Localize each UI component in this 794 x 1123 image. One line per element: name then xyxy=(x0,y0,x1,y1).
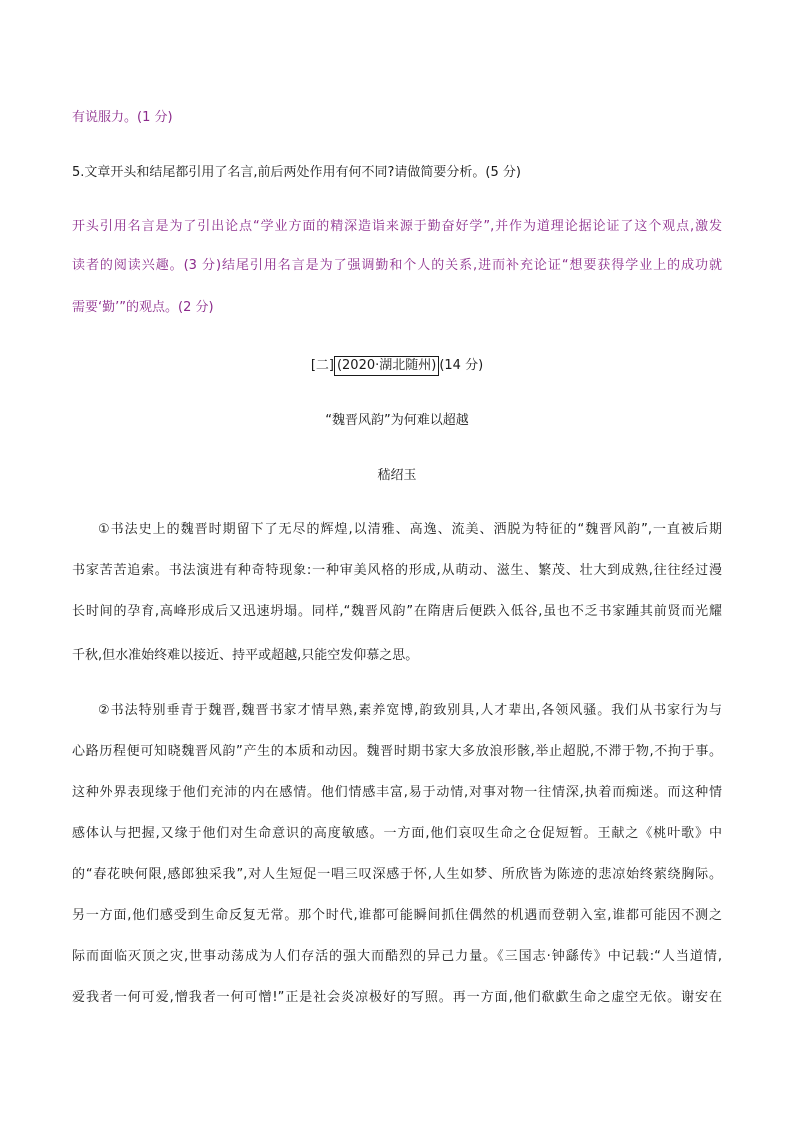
section-heading xyxy=(0,356,794,376)
para2-line-8: 爱我者一何可爱,憎我者一何可憎!”正是社会炎凉极好的写照。再一方面,他们欷歔生命之虚空无依。谢安在 xyxy=(72,990,722,1005)
para2-line-4: 感体认与把握,又缘于他们对生命意识的高度敏感。一方面,他们哀叹生命之仓促短暂。王献之《桃叶歌》中 xyxy=(72,826,722,841)
question-5: 5.文章开头和结尾都引用了名言,前后两处作用有何不同?请做简要分析。(5 分) xyxy=(72,165,521,180)
para1-line-4: 千秋,但水准始终难以接近、持平或超越,只能空发仰慕之思。 xyxy=(72,648,419,663)
para2-line-3: 这种外界表现缘于他们充沛的内在感情。他们情感丰富,易于动情,对事对物一往情深,执着而痴迷。而这种情 xyxy=(72,785,722,800)
para2-line-5: 的“春花映何限,感郎独采我”,对人生短促一唱三叹深感于怀,人生如梦、所欣皆为陈迹的悲凉始终萦绕胸际。 xyxy=(72,867,722,882)
para1-line-3: 长时间的孕育,高峰形成后又迅速坍塌。同样,“魏晋风韵”在隋唐后便跌入低谷,虽也不乏书家踵其前贤而光耀 xyxy=(72,604,722,619)
section-source-box: (2020·湖北随州) xyxy=(334,356,439,376)
previous-answer-tail: 有说服力。(1 分) xyxy=(72,110,173,125)
article-author: 嵇绍玉 xyxy=(377,468,417,483)
para2-line-7: 际而面临灭顶之灾,世事动荡成为人们存活的强大而酷烈的异己力量。《三国志·钟繇传》中记载:“人当道情, xyxy=(72,949,722,964)
section-score: (14 分) xyxy=(439,358,484,373)
para2-line-1: ②书法特别垂青于魏晋,魏晋书家才情早熟,素养宽博,韵致别具,人才辈出,各领风骚。我们从书家行为与 xyxy=(98,703,722,718)
article-title: “魏晋风韵”为何难以超越 xyxy=(325,413,469,428)
para1-line-2: 书家苦苦追索。书法演进有种奇特现象:一种审美风格的形成,从萌动、滋生、繁茂、壮大到成熟,往往经过漫 xyxy=(72,563,722,578)
para2-line-6: 另一方面,他们感受到生命反复无常。那个时代,谁都可能瞬间抓住偶然的机遇而登朝入室,谁都可能因不测之 xyxy=(72,908,722,923)
para2-line-2: 心路历程便可知晓魏晋风韵”产生的本质和动因。魏晋时期书家大多放浪形骸,举止超脱,不滞于物,不拘于事。 xyxy=(72,744,722,759)
para1-line-1: ①书法史上的魏晋时期留下了无尽的辉煌,以清雅、高逸、流美、洒脱为特征的“魏晋风韵”,一直被后期 xyxy=(98,522,722,537)
answer-5-line-3: 需要‘勤’”的观点。(2 分) xyxy=(72,300,214,315)
answer-5-line-1: 开头引用名言是为了引出论点“学业方面的精深造诣来源于勤奋好学”,并作为道理论据论证了这个观点,激发 xyxy=(72,219,722,234)
answer-5-line-2: 读者的阅读兴趣。(3 分)结尾引用名言是为了强调勤和个人的关系,进而补充论证“想要获得学业上的成功就 xyxy=(72,258,722,273)
section-prefix: [二] xyxy=(310,358,334,373)
